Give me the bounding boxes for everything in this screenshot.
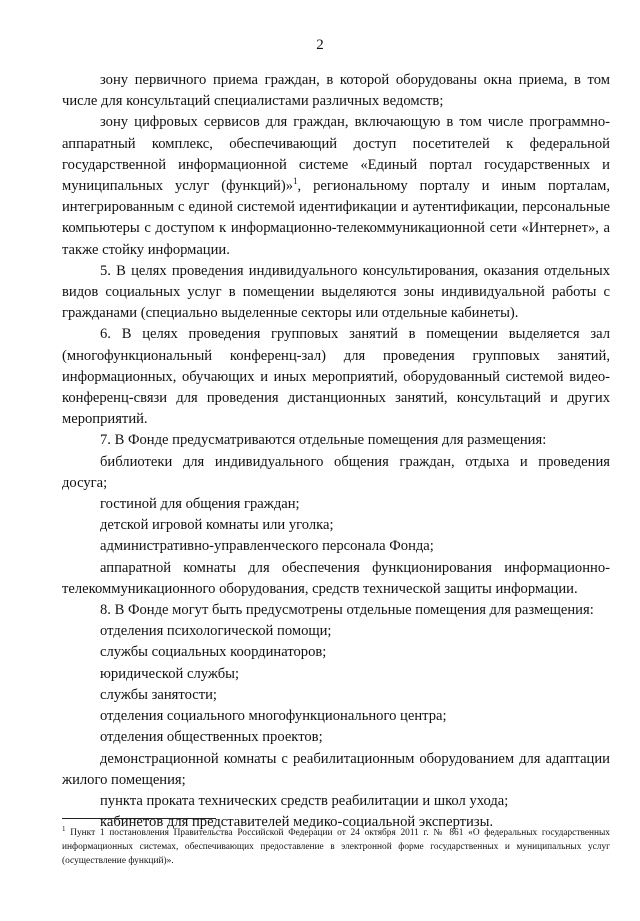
paragraph: 6. В целях проведения групповых занятий в помещении выделяется зал (многофункциональный конференц-зал) для проведения групповых занятий, информационных, обучающих и иных мероприятий, оборудованный системой видео-конференц-связи для проведения дистанционных занятий, консультаций и других мероприятий. bbox=[62, 326, 610, 428]
list-item: демонстрационной комнаты с реабилитационным оборудованием для адаптации жилого помещения; bbox=[62, 750, 610, 788]
list-item: кабинетов для представителей медико-социальной экспертизы. bbox=[100, 814, 494, 831]
paragraph bbox=[62, 112, 610, 260]
paragraph-text-continuation: , региональному порталу и иным порталам, интегрированным с единой системой идентификации и аутентификации, персональные компьютеры с доступом к информационно-телекоммуникационной сети «Интернет», а также стойку информации. bbox=[62, 178, 610, 258]
list-item: службы социальных координаторов; bbox=[100, 644, 327, 661]
footnote-mark: 1 bbox=[62, 824, 66, 833]
footnote bbox=[62, 826, 610, 868]
footnote-reference: 1 bbox=[293, 176, 298, 187]
list-item: гостиной для общения граждан; bbox=[100, 496, 300, 513]
list-item: отделения общественных проектов; bbox=[100, 729, 323, 746]
footnote-text: Пункт 1 постановления Правительства Российской Федерации от 24 октября 2011 г. № 861 «О федеральных государственных информационных системах, обеспечивающих предоставление в электронной форме государственных и муниципальных услуг (осуществление функций)». bbox=[62, 828, 610, 866]
paragraph: 7. В Фонде предусматриваются отдельные помещения для размещения: bbox=[100, 432, 547, 449]
footnote-divider bbox=[62, 818, 216, 819]
list-item: детской игровой комнаты или уголка; bbox=[100, 517, 334, 534]
paragraph: зону первичного приема граждан, в которой оборудованы окна приема, в том числе для консультаций специалистами различных ведомств; bbox=[62, 72, 610, 110]
paragraph-text: зону цифровых сервисов для граждан, включающую в том числе программно-аппаратный комплекс, обеспечивающий доступ посетителей к федеральной государственной информационной системе «Единый портал государственных и муниципальных услуг (функций)» bbox=[62, 114, 610, 195]
document-body bbox=[62, 70, 610, 833]
list-item: административно-управленческого персонала Фонда; bbox=[100, 538, 434, 555]
list-item: библиотеки для индивидуального общения граждан, отдыха и проведения досуга; bbox=[62, 453, 610, 491]
list-item: юридической службы; bbox=[100, 665, 240, 682]
list-item: пункта проката технических средств реабилитации и школ ухода; bbox=[100, 792, 509, 809]
list-item: отделения психологической помощи; bbox=[100, 623, 332, 640]
list-item: отделения социального многофункционального центра; bbox=[100, 708, 447, 725]
list-item: службы занятости; bbox=[100, 686, 217, 703]
list-item: аппаратной комнаты для обеспечения функционирования информационно-телекоммуникационного оборудования, средств технической защиты информации. bbox=[62, 559, 610, 597]
paragraph: 8. В Фонде могут быть предусмотрены отдельные помещения для размещения: bbox=[100, 602, 594, 619]
paragraph: 5. В целях проведения индивидуального консультирования, оказания отдельных видов социальных услуг в помещении выделяются зоны индивидуальной работы с гражданами (специально выделенные секторы или отдельные кабинеты). bbox=[62, 262, 610, 322]
page-number: 2 bbox=[316, 37, 324, 53]
